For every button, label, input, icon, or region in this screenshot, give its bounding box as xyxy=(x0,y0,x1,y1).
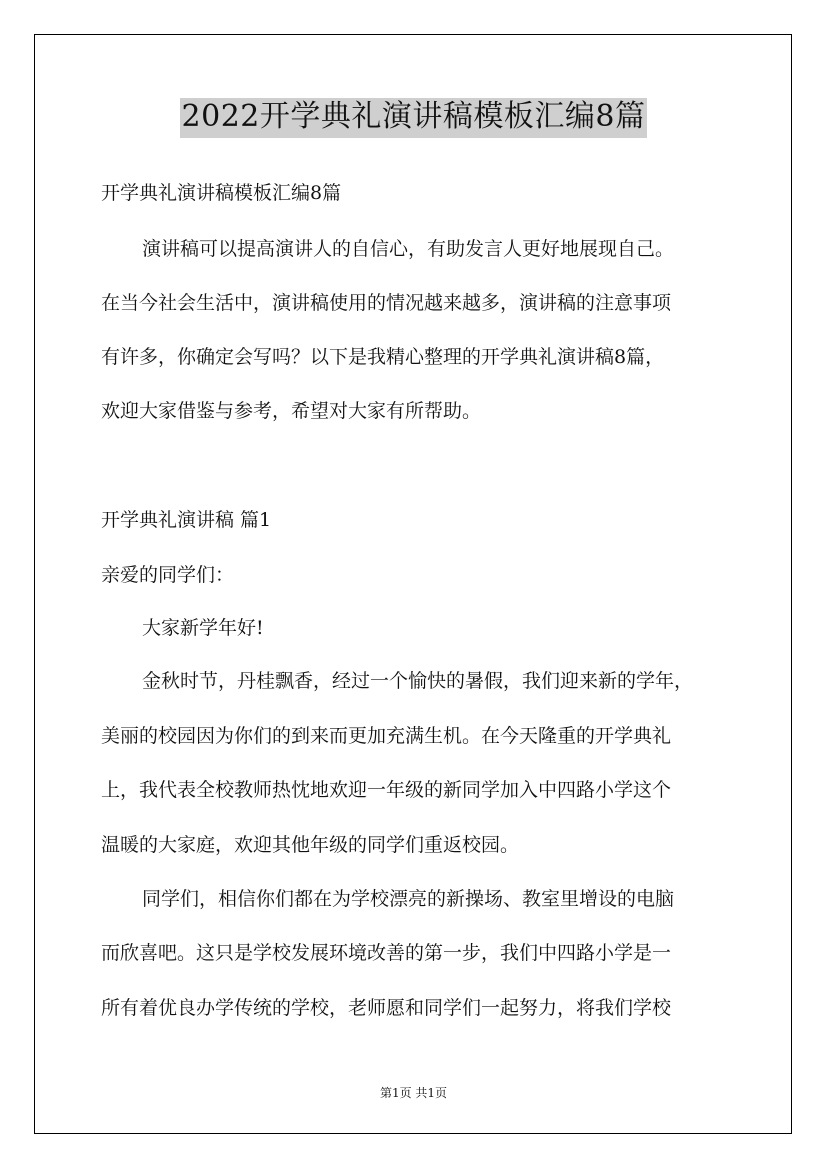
intro-line-3: 有许多，你确定会写吗？以下是我精心整理的开学典礼演讲稿8篇， xyxy=(101,346,665,368)
page-number-footer: 第1页 共1页 xyxy=(379,1086,448,1100)
body-line-2: 美丽的校园因为你们的到来而更加充满生机。在今天隆重的开学典礼 xyxy=(101,725,672,747)
document-subtitle: 开学典礼演讲稿模板汇编8篇 xyxy=(101,182,342,204)
body-line-1: 金秋时节，丹桂飘香，经过一个愉快的暑假，我们迎来新的学年， xyxy=(142,670,694,692)
greeting: 大家新学年好! xyxy=(142,617,264,639)
body-line-7: 所有着优良办学传统的学校，老师愿和同学们一起努力，将我们学校 xyxy=(101,997,672,1019)
section-heading: 开学典礼演讲稿 篇1 xyxy=(101,509,272,531)
intro-line-4: 欢迎大家借鉴与参考，希望对大家有所帮助。 xyxy=(101,400,482,422)
body-line-6: 而欣喜吧。这只是学校发展环境改善的第一步，我们中四路小学是一 xyxy=(101,942,672,964)
salutation: 亲爱的同学们： xyxy=(101,564,235,586)
body-line-3: 上，我代表全校教师热忱地欢迎一年级的新同学加入中四路小学这个 xyxy=(101,779,672,801)
document-title: 2022开学典礼演讲稿模板汇编8篇 xyxy=(180,98,648,138)
intro-line-2: 在当今社会生活中，演讲稿使用的情况越来越多，演讲稿的注意事项 xyxy=(101,292,672,314)
body-line-4: 温暖的大家庭，欢迎其他年级的同学们重返校园。 xyxy=(101,834,520,856)
body-line-5: 同学们，相信你们都在为学校漂亮的新操场、教室里增设的电脑 xyxy=(142,888,675,910)
intro-line-1: 演讲稿可以提高演讲人的自信心，有助发言人更好地展现自己。 xyxy=(142,238,675,260)
document-title-block xyxy=(0,98,827,138)
